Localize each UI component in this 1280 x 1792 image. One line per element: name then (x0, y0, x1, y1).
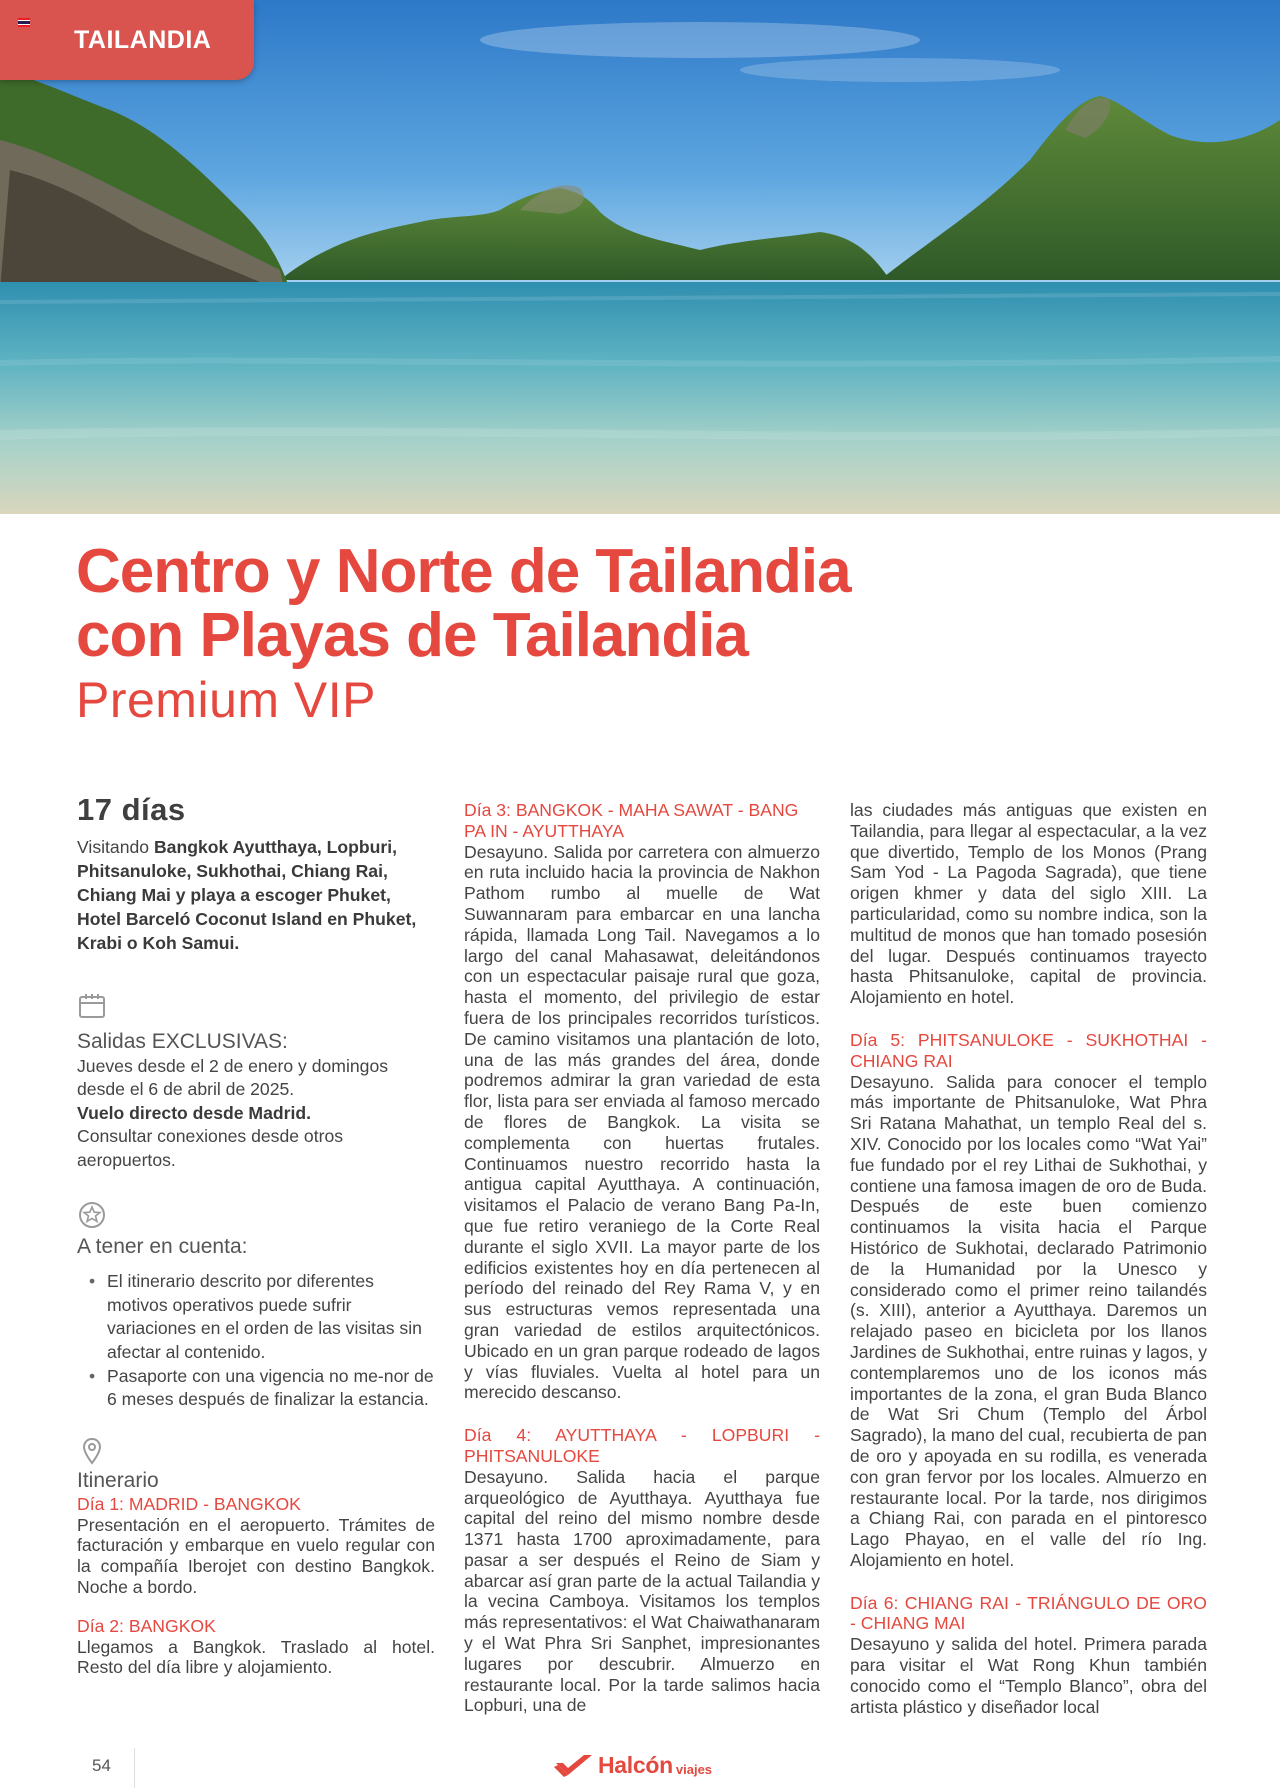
brand-suffix: viajes (675, 1762, 713, 1777)
column-3 (850, 800, 1207, 1735)
trip-duration: 17 días (77, 792, 186, 827)
day-heading: Día 5: PHITSANULOKE - SUKHOTHAI - CHIANG RAI (850, 1029, 1207, 1071)
list-item: • Pasaporte con una vigencia no me-nor de 6 meses después de finalizar la estancia. (89, 1365, 435, 1412)
itinerary-day-4 (464, 1425, 820, 1716)
title-subtitle: Premium VIP (76, 672, 377, 728)
visiting-summary (77, 835, 435, 955)
country-tab-label: TAILANDIA (74, 25, 212, 54)
itinerary-day-2 (77, 1616, 435, 1678)
day-heading: Día 6: CHIANG RAI - TRIÁNGULO DE ORO - CHIANG MAI (850, 1592, 1207, 1634)
map-pin-icon (77, 1436, 107, 1466)
itinerary-day-6 (850, 1593, 1207, 1718)
day-text: Presentación en el aeropuerto. Trámites de facturación y embarque en vuelo regular con la compañía Iberojet con destino Bangkok. Noche a bordo. (77, 1514, 435, 1598)
day-text: Llegamos a Bangkok. Traslado al hotel. Resto del día libre y alojamiento. (77, 1636, 435, 1678)
list-item: • El itinerario descrito por diferentes motivos operativos puede sufrir variaciones en el orden de las visitas sin afectar al contenido. (89, 1270, 435, 1364)
departures-title: Salidas EXCLUSIVAS: (77, 1029, 288, 1053)
title-line-2: con Playas de Tailandia (76, 601, 748, 670)
notes-list (77, 1270, 435, 1412)
day-heading: Día 1: MADRID - BANGKOK (77, 1493, 301, 1514)
itinerary-title: Itinerario (77, 1468, 159, 1492)
column-2 (464, 800, 820, 1734)
visiting-intro: Visitando (77, 836, 154, 857)
brand-name: Halcón (598, 1752, 673, 1778)
hero-image (0, 0, 1280, 514)
day-text: Desayuno. Salida para conocer el templo más importante de Phitsanuloke, Wat Phra Sri Ratana Mahathat, un templo Real del s. XIV. Conocido por los locales como “Wat Yai” fue fundado por el rey Lithai de Sukhothai, y contiene una famosa imagen de oro de Buda. Después de este buen comienzo continuamos la visita hacia el Parque Histórico de Sukhotai, declarado Patrimonio de la Humanidad por la Unesco y considerado como el primer reino tailandés (s. XIII), anterior a Ayutthaya. Daremos un relajado paseo en bicicleta por los llanos Jardines de Sukhothai, entre ruinas y lagos, y contemplaremos uno de los iconos más importantes de la zona, el gran Buda Blanco de Wat Sri Chum (Templo del Árbol Sagrado), la mano del cual, recubierta de pan de oro y apoyada en su rodilla, es venerada con gran fervor por los locales. Almuerzo en restaurante local. Por la tarde, nos dirigimos a Chiang Rai, con parada en el pintoresco Lago Phayao, en el valle del río Ing. Alojamiento en hotel. (850, 1071, 1207, 1570)
page-title (76, 537, 1196, 730)
halcon-wing-logo-icon (554, 1753, 594, 1779)
title-line-1: Centro y Norte de Tailandia (76, 537, 851, 606)
itinerary-day-5 (850, 1030, 1207, 1571)
notes-title: A tener en cuenta: (77, 1235, 248, 1259)
column-1 (77, 792, 435, 1696)
itinerary-day-1 (77, 1494, 435, 1598)
day-text-part-1: Desayuno. Salida hacia el parque arqueológico de Ayutthaya. Ayutthaya fue capital del reino del mismo nombre desde 1371 hasta 1700 aproximadamente, para pasar a ser después el Reino de Siam y abarcar así gran parte de la actual Tailandia y la vecina Camboya. Visitamos los templos más representativos: el Wat Chaiwathanaram y el Wat Phra Sri Sanphet, impresionantes lugares por descubrir. Almuerzo en restaurante local. Por la tarde salimos hacia Lopburi, una de (464, 1466, 820, 1716)
departures-dates: Jueves desde el 2 de enero y domingos desde el 6 de abril de 2025. (77, 1055, 389, 1100)
departures-connections: Consultar conexiones desde otros aeropuertos. (77, 1126, 344, 1170)
visiting-places: Bangkok Ayutthaya, Lopburi, Phitsanuloke, Sukhothai, Chiang Rai, Chiang Mai y playa a escoger Phuket, Hotel Barceló Coconut Island en Phuket, Krabi o Koh Samui. (77, 836, 417, 953)
day-heading: Día 4: AYUTTHAYA - LOPBURI - PHITSANULOKE (464, 1425, 820, 1466)
itinerary-day-3 (464, 800, 820, 1403)
footer-divider (134, 1748, 135, 1788)
day-heading: Día 2: BANGKOK (77, 1615, 216, 1636)
thailand-flag-icon (18, 18, 30, 26)
itinerary-day-4-continued (850, 800, 1207, 1008)
calendar-icon (77, 991, 107, 1021)
day-text: Desayuno y salida del hotel. Primera parada para visitar el Wat Rong Khun también conocido como el “Templo Blanco”, obra del artista plástico y diseñador local (850, 1634, 1207, 1717)
star-badge-icon (77, 1200, 107, 1230)
day-text-part-2: las ciudades más antiguas que existen en Tailandia, para llegar al espectacular, a la vez que divertido, Templo de los Monos (Prang Sam Yod - La Pagoda Sagrada), que tiene origen khmer y data del siglo XIII. La particularidad, como su nombre indica, son la multitud de monos que han tomado posesión del lugar. Después continuamos trayecto hasta Phitsanuloke, capital de provincia. Alojamiento en hotel. (850, 800, 1207, 1008)
departures-flight: Vuelo directo desde Madrid. (77, 1102, 311, 1123)
day-text: Desayuno. Salida por carretera con almuerzo en ruta incluido hacia la provincia de Nakhon Pathom rumbo al muelle de Wat Suwannaram para embarcar en una lancha rápida, llamada Long Tail. Navegamos a lo largo del canal Mahasawat, deleitándonos con un espectacular paisaje rural que goza, hasta el momento, del privilegio de estar fuera de los principales recorridos turísticos. De camino visitamos una plantación de loto, una de las más grandes del área, donde podremos admirar la gran variedad de esta flor, lista para ser enviada al famoso mercado de flores de Bangkok. La visita se complementa con huertas frutales. Continuamos nuestro recorrido hasta la antigua capital Ayutthaya. A continuación, visitamos el Palacio de verano Bang Pa-In, que fue retiro veraniego de la Corte Real durante el siglo XVII. La mayor parte de los edificios existentes hoy en día pertenecen al período del reinado del Rey Rama V, y en sus estructuras vemos representada una gran variedad de estilos arquitectónicos. Ubicado en un gran parque rodeado de lagos y vías fluviales. Vuelta al hotel para un merecido descanso. (464, 841, 820, 1403)
page-number: 54 (92, 1756, 111, 1775)
brand-logo[interactable] (554, 1752, 712, 1779)
day-heading: Día 3: BANGKOK - MAHA SAWAT - BANG PA IN - AYUTTHAYA (464, 800, 799, 841)
country-tab[interactable] (0, 0, 254, 80)
